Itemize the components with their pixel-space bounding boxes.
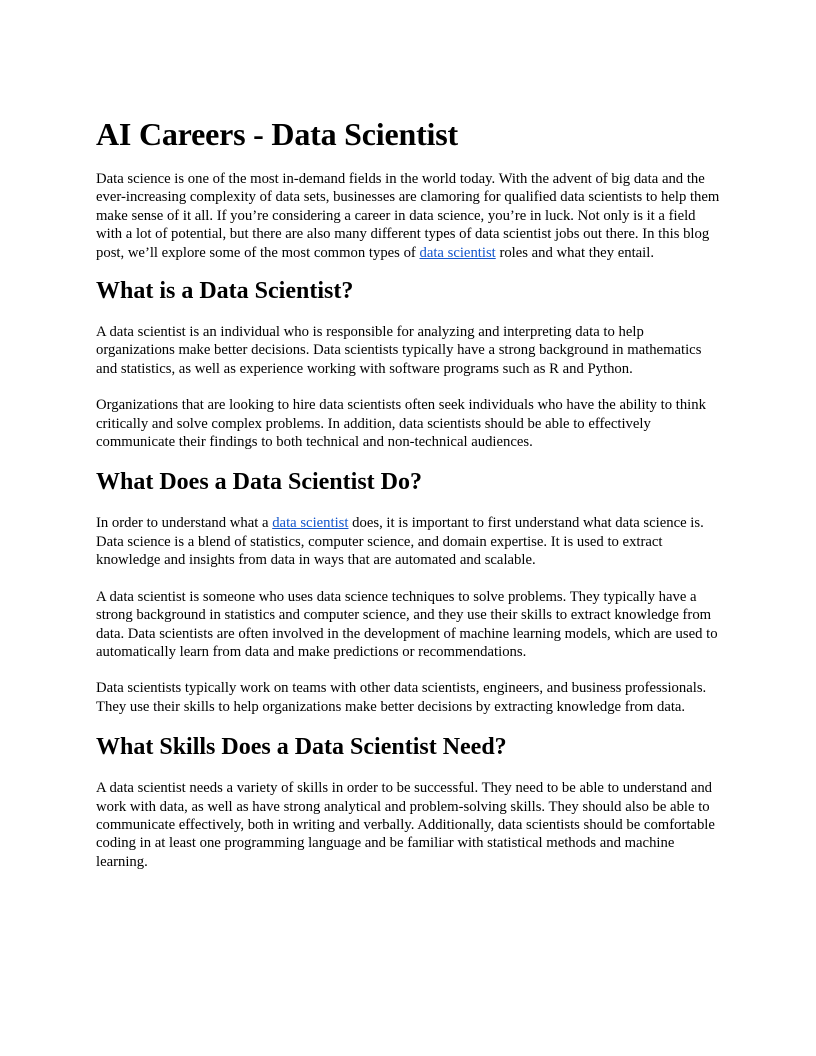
document-page [96,112,724,889]
what-is-paragraph-1: A data scientist is an individual who is responsible for analyzing and interpreting data to help organizations make better decisions. Data scientists typically have a strong background in mathematics and statistics, as well as experience working with software programs such as R and Python. [96,324,702,377]
intro-text-after-link: roles and what they entail. [495,244,655,261]
section-heading-skills: What Skills Does a Data Scientist Need? [96,734,507,761]
section-heading-what-does: What Does a Data Scientist Do? [96,469,422,496]
intro-paragraph [96,170,724,262]
data-scientist-link[interactable]: data scientist [419,244,496,261]
page-title: AI Careers - Data Scientist [96,116,458,152]
what-does-text-after-link: does, it is important to first understand what data science is. Data science is a blend of statistics, computer science, and domain expertise. It is used to extract knowledge and insights from data in ways that are automated and scalable. [96,515,704,569]
section-heading-what-is: What is a Data Scientist? [96,278,354,305]
skills-paragraph-1: A data scientist needs a variety of skills in order to be successful. They need to be able to understand and work with data, as well as have strong analytical and problem-solving skills. They should also be able to communicate effectively, both in writing and verbally. Additionally, data scientists should be comfortable coding in at least one programming language and be familiar with statistical methods and machine learning. [96,780,715,870]
what-does-text-before-link: In order to understand what a [96,515,273,532]
intro-text-before-link: Data science is one of the most in-demand fields in the world today. With the advent of big data and the ever-increasing complexity of data sets, businesses are clamoring for qualified data scientists to help them make sense of it all. If you’re considering a career in data science, you’re in luck. Not only is it a field with a lot of potential, but there are also many different types of data scientist jobs out there. In this blog post, we’ll explore some of the most common types of [96,171,720,261]
what-does-paragraph-1 [96,514,724,569]
what-does-paragraph-3: Data scientists typically work on teams with other data scientists, engineers, and business professionals. They use their skills to help organizations make better decisions by extracting knowledge from data. [96,680,707,715]
what-does-paragraph-2: A data scientist is someone who uses data science techniques to solve problems. They typically have a strong background in statistics and computer science, and they use their skills to extract knowledge from data. Data scientists are often involved in the development of machine learning models, which are used to automatically learn from data and make predictions or recommendations. [96,588,718,660]
what-is-paragraph-2: Organizations that are looking to hire data scientists often seek individuals who have the ability to think critically and solve complex problems. In addition, data scientists should be able to effectively communicate their findings to both technical and non-technical audiences. [96,397,706,451]
data-scientist-link[interactable]: data scientist [272,515,349,532]
